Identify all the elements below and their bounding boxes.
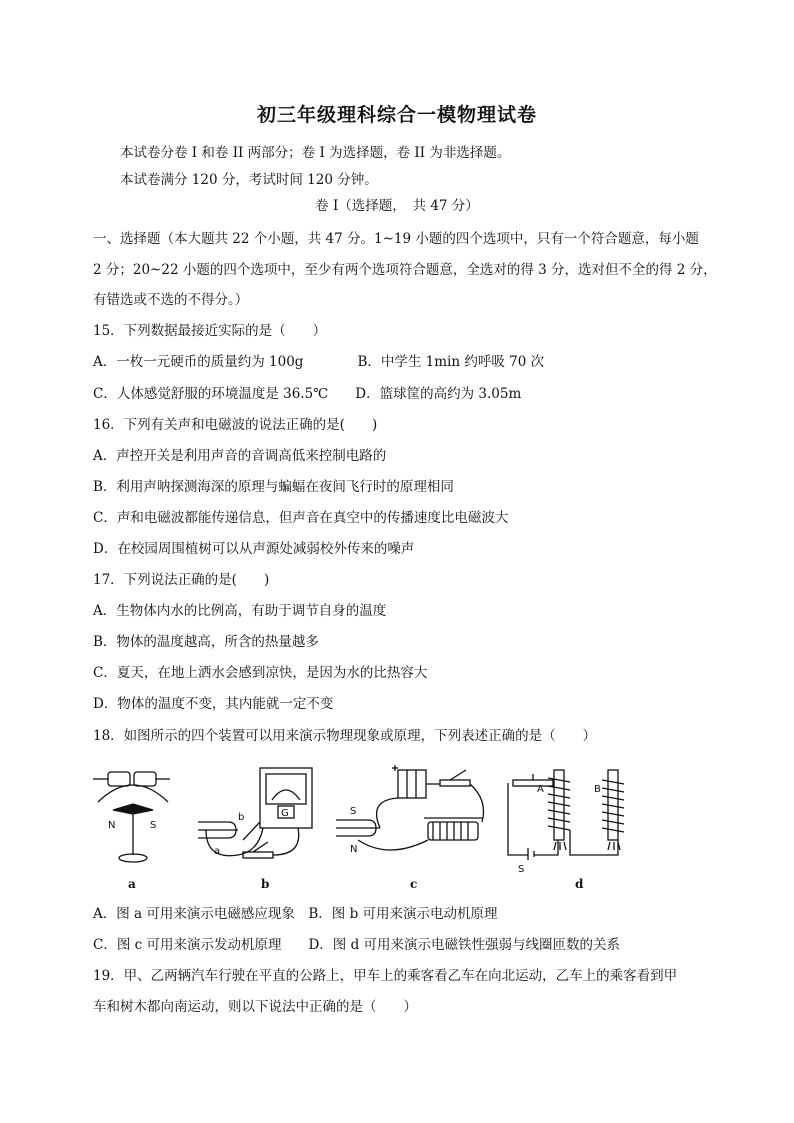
- instructions-line-2: 2 分；20~22 小题的四个选项中，至少有两个选项符合题意，全选对的得 3 分，选对但不全的得 2 分，: [93, 262, 717, 278]
- instructions-line-1: 一、选择题（本大题共 22 个小题，共 47 分。1~19 小题的四个选项中，只有一个符合题意，每小题: [93, 231, 699, 247]
- instructions-line-3: 有错选或不选的不得分。）: [93, 292, 249, 308]
- diagram-c: [336, 765, 484, 855]
- question-18-figure: [88, 760, 648, 900]
- question-17-option-b: B．物体的温度越高，所含的热量越多: [93, 634, 319, 650]
- diagram-a-s-label: S: [150, 820, 157, 831]
- question-16-stem: 16．下列有关声和电磁波的说法正确的是( ): [93, 417, 378, 433]
- question-15-options-ab: A．一枚一元硬币的质量约为 100g B．中学生 1min 约呼吸 70 次: [93, 354, 545, 370]
- question-15-stem: 15．下列数据最接近实际的是（ ）: [93, 323, 327, 339]
- question-18-options-cd: C．图 c 可用来演示发动机原理 D．图 d 可用来演示电磁铁性强弱与线圈匝数的关系: [93, 937, 621, 953]
- question-19-stem-cont: 车和树木都向南运动，则以下说法中正确的是（ ）: [93, 999, 417, 1015]
- question-16-option-b: B．利用声呐探测海深的原理与蝙蝠在夜间飞行时的原理相同: [93, 479, 454, 495]
- section-title: 卷 I（选择题， 共 47 分）: [315, 198, 479, 214]
- figure-label-a: a: [128, 877, 136, 891]
- exam-title: 初三年级理科综合一模物理试卷: [256, 104, 537, 126]
- coil-b-label: B: [594, 784, 601, 795]
- diagram-c-n-label: N: [350, 844, 358, 855]
- question-16-option-d: D．在校园周围植树可以从声源处减弱校外传来的噪声: [93, 541, 415, 557]
- intro-line-1: 本试卷分卷 I 和卷 II 两部分；卷 I 为选择题，卷 II 为非选择题。: [120, 145, 511, 161]
- question-19-stem: 19．甲、乙两辆汽车行驶在平直的公路上，甲车上的乘客看乙车在向北运动，乙车上的乘客看到甲: [93, 968, 678, 984]
- question-16-option-a: A．声控开关是利用声音的音调高低来控制电路的: [93, 448, 387, 464]
- question-16-option-c: C．声和电磁波都能传递信息，但声音在真空中的传播速度比电磁波大: [93, 510, 509, 526]
- question-17-stem: 17．下列说法正确的是( ): [93, 572, 270, 588]
- diagram-c-s-label: S: [350, 806, 357, 817]
- figure-label-b: b: [261, 877, 270, 891]
- galvanometer-label: G: [281, 808, 289, 819]
- intro-line-2: 本试卷满分 120 分，考试时间 120 分钟。: [120, 172, 378, 188]
- question-15-options-cd: C．人体感觉舒服的环境温度是 36.5℃ D．篮球筐的高约为 3.05m: [93, 386, 522, 402]
- wire-b-label: b: [238, 812, 245, 823]
- question-17-option-a: A．生物体内水的比例高，有助于调节自身的温度: [93, 603, 387, 619]
- figure-label-d: d: [575, 877, 584, 891]
- switch-label: S: [518, 864, 525, 875]
- diagram-d: [508, 770, 624, 875]
- diagram-a-n-label: N: [108, 820, 116, 831]
- diagram-a: [93, 772, 170, 862]
- coil-a-label: A: [537, 784, 544, 795]
- figure-label-c: c: [410, 877, 418, 891]
- question-18-options-ab: A．图 a 可用来演示电磁感应现象 B．图 b 可用来演示电动机原理: [93, 906, 498, 922]
- question-17-option-c: C．夏天，在地上洒水会感到凉快，是因为水的比热容大: [93, 665, 428, 681]
- diagram-b: [198, 768, 312, 858]
- wire-a-label: a: [214, 846, 221, 857]
- question-17-option-d: D．物体的温度不变，其内能就一定不变: [93, 696, 334, 712]
- question-18-stem: 18．如图所示的四个装置可以用来演示物理现象或原理，下列表述正确的是（ ）: [93, 728, 597, 744]
